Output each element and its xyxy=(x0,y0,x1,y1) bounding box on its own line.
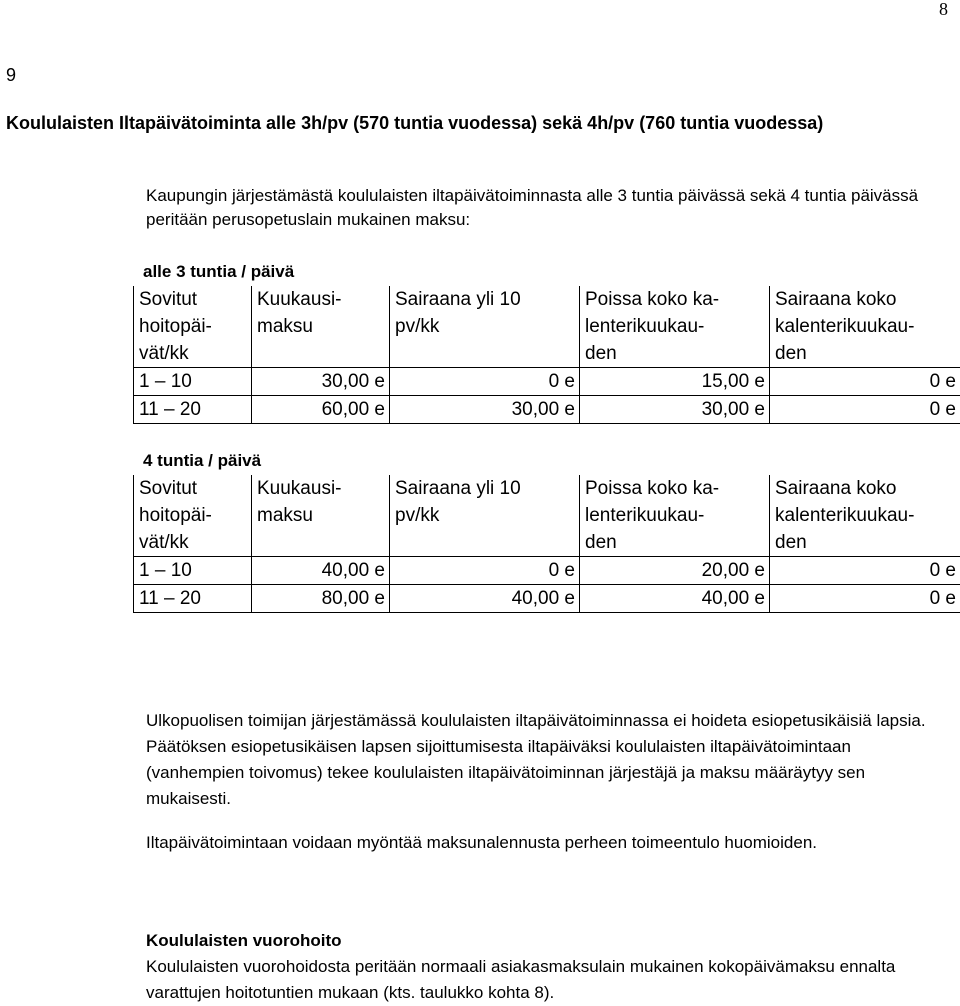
paragraph-external-provider: Ulkopuolisen toimijan järjestämässä koululaisten iltapäivätoiminnassa ei hoideta esiopetusikäisiä lapsia. Päätöksen esiopetusikäisen lapsen sijoittumisesta iltapäiväksi koululaisten iltapäivätoimintaan (vanhempien toivomus) tekee koululaisten iltapäivätoiminnan järjestäjä ja maksu määräytyy sen mukaisesti. xyxy=(146,708,946,812)
cell-monthly-fee: 40,00 e xyxy=(252,557,390,585)
header-cell-days: Sovitut hoitopäi- vät/kk xyxy=(134,475,252,557)
header-cell-days: Sovitut hoitopäi- vät/kk xyxy=(134,286,252,368)
shift-care-heading: Koululaisten vuorohoito xyxy=(146,928,946,954)
page-number: 8 xyxy=(939,0,948,20)
cell-sick-month: 0 e xyxy=(770,585,960,613)
table-row xyxy=(134,557,960,585)
cell-sick-month: 0 e xyxy=(770,557,960,585)
shift-care-text: Koululaisten vuorohoidosta peritään normaali asiakasmaksulain mukainen kokopäivämaksu ennalta varattujen hoitotuntien mukaan (kts. taulukko kohta 8). xyxy=(146,954,946,1006)
fee-table xyxy=(133,286,960,424)
paragraph-fee-reduction: Iltapäivätoimintaan voidaan myöntää maksunalennusta perheen toimeentulo huomioiden. xyxy=(146,830,946,856)
intro-paragraph: Kaupungin järjestämästä koululaisten iltapäivätoiminnasta alle 3 tuntia päivässä sekä 4 tuntia päivässä peritään perusopetuslain mukainen maksu: xyxy=(146,184,946,232)
header-cell-sick-month: Sairaana koko kalenterikuukau- den xyxy=(770,286,960,368)
cell-monthly-fee: 80,00 e xyxy=(252,585,390,613)
table-header-row xyxy=(134,286,960,368)
cell-monthly-fee: 60,00 e xyxy=(252,396,390,424)
cell-sick-over-10: 40,00 e xyxy=(390,585,580,613)
fee-table xyxy=(133,475,960,613)
table-header-row xyxy=(134,475,960,557)
cell-sick-month: 0 e xyxy=(770,368,960,396)
cell-sick-month: 0 e xyxy=(770,396,960,424)
section-title: Koululaisten Iltapäivätoiminta alle 3h/pv (570 tuntia vuodessa) sekä 4h/pv (760 tuntia vuodessa) xyxy=(6,110,906,136)
shift-care-section xyxy=(146,928,946,1006)
header-cell-absent-month: Poissa koko ka- lenterikuukau- den xyxy=(580,286,770,368)
header-cell-sick-over-10: Sairaana yli 10 pv/kk xyxy=(390,475,580,557)
cell-absent-month: 15,00 e xyxy=(580,368,770,396)
cell-sick-over-10: 30,00 e xyxy=(390,396,580,424)
table-caption: 4 tuntia / päivä xyxy=(133,446,960,475)
table-row xyxy=(134,396,960,424)
cell-monthly-fee: 30,00 e xyxy=(252,368,390,396)
cell-sick-over-10: 0 e xyxy=(390,368,580,396)
fee-table-under-3h xyxy=(133,257,960,424)
header-cell-sick-month: Sairaana koko kalenterikuukau- den xyxy=(770,475,960,557)
section-number: 9 xyxy=(6,64,16,86)
cell-days: 1 – 10 xyxy=(134,557,252,585)
header-cell-absent-month: Poissa koko ka- lenterikuukau- den xyxy=(580,475,770,557)
cell-days: 11 – 20 xyxy=(134,396,252,424)
cell-days: 1 – 10 xyxy=(134,368,252,396)
header-cell-sick-over-10: Sairaana yli 10 pv/kk xyxy=(390,286,580,368)
cell-sick-over-10: 0 e xyxy=(390,557,580,585)
table-row xyxy=(134,368,960,396)
header-cell-monthly-fee: Kuukausi- maksu xyxy=(252,475,390,557)
fee-table-4h xyxy=(133,446,960,613)
cell-days: 11 – 20 xyxy=(134,585,252,613)
cell-absent-month: 30,00 e xyxy=(580,396,770,424)
cell-absent-month: 20,00 e xyxy=(580,557,770,585)
table-row xyxy=(134,585,960,613)
table-caption: alle 3 tuntia / päivä xyxy=(133,257,960,286)
cell-absent-month: 40,00 e xyxy=(580,585,770,613)
header-cell-monthly-fee: Kuukausi- maksu xyxy=(252,286,390,368)
